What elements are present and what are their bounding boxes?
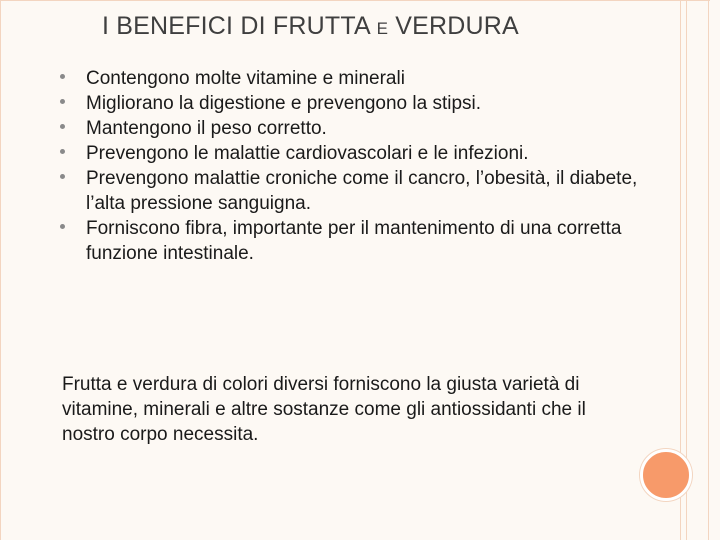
title-text-part1: I BENEFICI DI FRUTTA [102,12,377,40]
frame-left-line [0,0,1,540]
decorative-circle [640,449,692,501]
bullet-text: Prevengono malattie croniche come il cancro, l’obesità, il diabete, l’alta pressione sanguigna. [86,168,638,214]
summary-paragraph: Frutta e verdura di colori diversi forniscono la giusta varietà di vitamine, minerali e altre sostanze come gli antiossidanti che il nostro corpo necessita. [62,374,586,445]
frame-right-line [708,0,709,540]
bullet-item [60,66,670,91]
bullet-item [60,91,670,116]
bullet-text: Contengono molte vitamine e minerali [86,68,405,89]
bullet-text: Migliorano la digestione e prevengono la stipsi. [86,93,482,114]
bullet-icon [60,74,65,79]
bullet-icon [60,99,65,104]
bullet-icon [60,124,65,129]
bullet-icon [60,224,65,229]
frame-top-line [0,0,710,1]
bullet-item [60,166,670,216]
bullet-list [60,66,670,266]
bullet-item [60,216,670,266]
title-text-small: E [376,19,389,38]
bullet-item [60,141,670,166]
bullet-text: Prevengono le malattie cardiovascolari e le infezioni. [86,143,529,164]
bullet-item [60,116,670,141]
bullet-text: Forniscono fibra, importante per il mantenimento di una corretta funzione intestinale. [86,218,622,264]
bullet-text: Mantengono il peso corretto. [86,118,327,139]
title-text-part2: VERDURA [388,12,519,40]
bullet-icon [60,149,65,154]
bullet-icon [60,174,65,179]
slide-title [102,12,519,41]
